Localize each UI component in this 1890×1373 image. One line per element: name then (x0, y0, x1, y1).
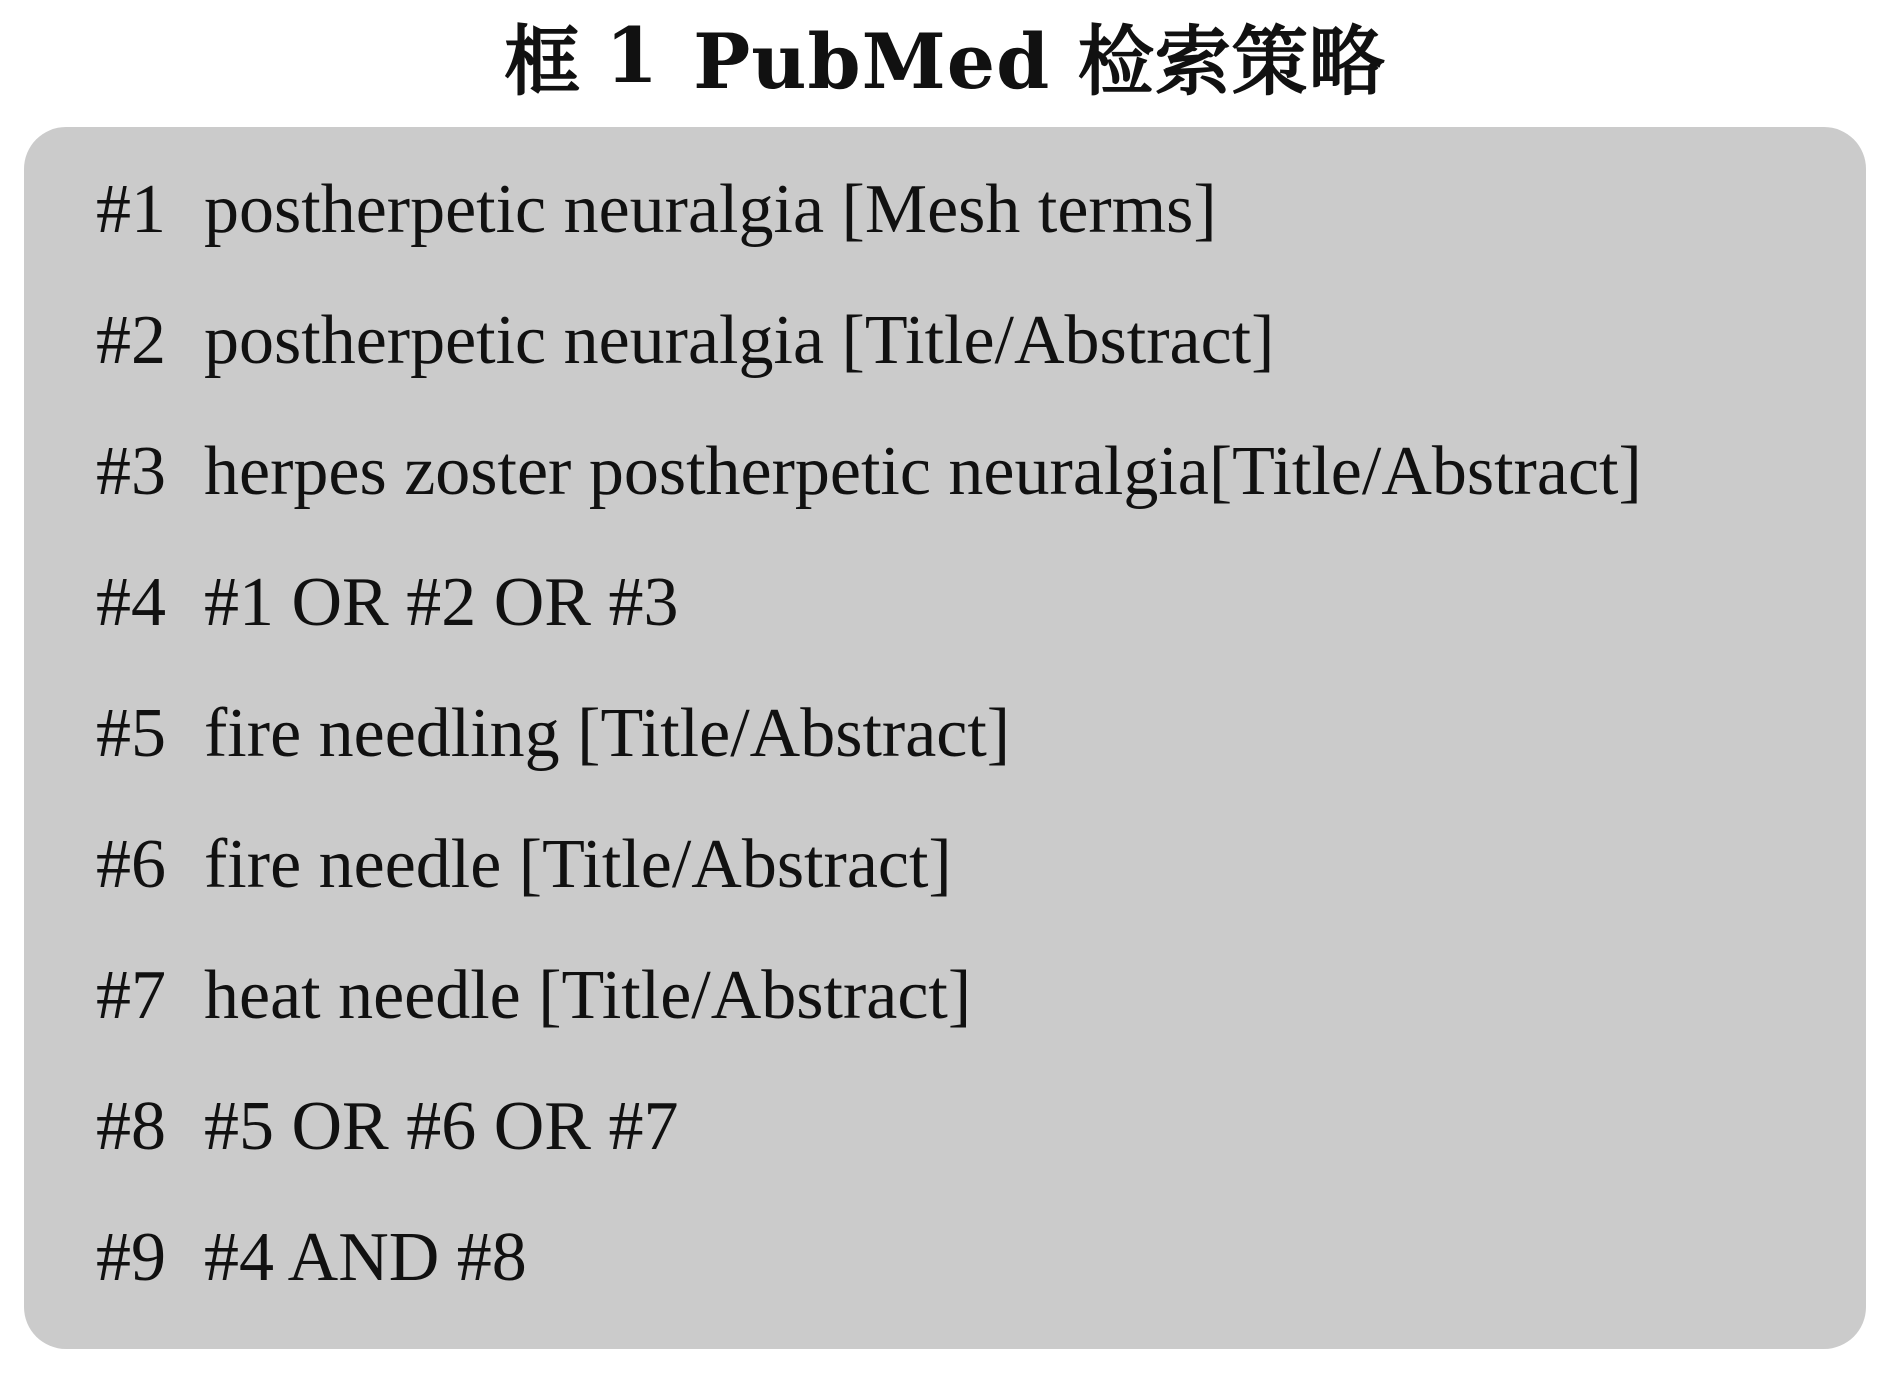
search-line-id: #3 (96, 433, 166, 510)
search-line-query: fire needle [Title/Abstract] (204, 826, 952, 903)
box-number: 1 (605, 10, 660, 100)
search-line-id: #4 (96, 564, 166, 641)
box-label: 框 (504, 16, 582, 106)
search-line-query: herpes zoster postherpetic neuralgia[Title/Abstract] (204, 433, 1642, 510)
search-line-8 (96, 1087, 1856, 1218)
box-title (0, 0, 1890, 110)
search-line-query: postherpetic neuralgia [Mesh terms] (204, 171, 1217, 248)
search-line-id: #5 (96, 695, 166, 772)
search-line-3 (96, 432, 1856, 563)
search-line-id: #9 (96, 1219, 166, 1296)
search-line-id: #6 (96, 826, 166, 903)
search-line-query: #4 AND #8 (204, 1219, 527, 1296)
box-title-text: PubMed 检索策略 (693, 16, 1386, 106)
search-line-9 (96, 1218, 1856, 1349)
search-line-1 (96, 170, 1856, 301)
search-line-6 (96, 825, 1856, 956)
search-line-query: postherpetic neuralgia [Title/Abstract] (204, 302, 1275, 379)
search-line-query: heat needle [Title/Abstract] (204, 957, 972, 1034)
search-strategy-lines (96, 170, 1856, 1349)
search-line-query: fire needling [Title/Abstract] (204, 695, 1011, 772)
search-line-query: #1 OR #2 OR #3 (204, 564, 679, 641)
search-line-5 (96, 694, 1856, 825)
search-line-id: #1 (96, 171, 166, 248)
search-line-4 (96, 563, 1856, 694)
search-line-query: #5 OR #6 OR #7 (204, 1088, 679, 1165)
search-line-id: #7 (96, 957, 166, 1034)
search-line-id: #8 (96, 1088, 166, 1165)
search-line-2 (96, 301, 1856, 432)
search-line-id: #2 (96, 302, 166, 379)
search-line-7 (96, 956, 1856, 1087)
